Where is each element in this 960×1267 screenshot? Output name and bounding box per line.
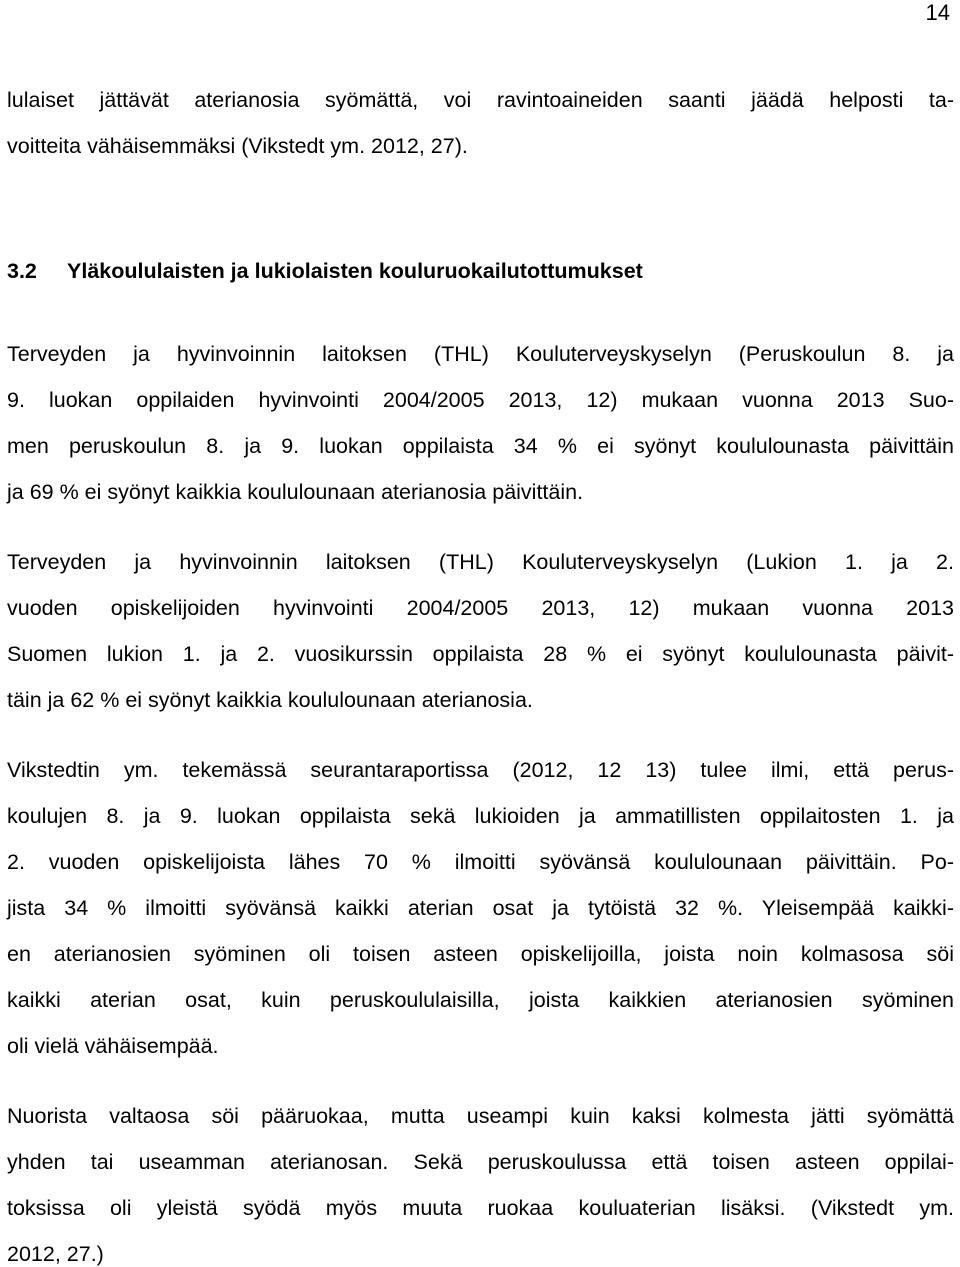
text-line: Terveyden ja hyvinvoinnin laitoksen (THL) Kouluterveyskyselyn (Peruskoulun 8. ja [7,342,954,366]
text-line: täin ja 62 % ei syönyt kaikkia koululounaan aterianosia. [7,688,533,712]
section-heading [7,258,643,284]
text-line: yhden tai useamman aterianosan. Sekä peruskoulussa että toisen asteen oppilai- [7,1150,954,1174]
text-line: voitteita vähäisemmäksi (Vikstedt ym. 2012, 27). [7,134,468,158]
text-line: Vikstedtin ym. tekemässä seurantaraportissa (2012, 12 13) tulee ilmi, että perus- [7,758,954,782]
text-line: 2012, 27.) [7,1242,104,1266]
text-line: ja 69 % ei syönyt kaikkia koululounaan aterianosia päivittäin. [7,480,584,504]
text-line: vuoden opiskelijoiden hyvinvointi 2004/2005 2013, 12) mukaan vuonna 2013 [7,596,954,620]
text-line: koulujen 8. ja 9. luokan oppilaista sekä lukioiden ja ammatillisten oppilaitosten 1. ja [7,804,954,828]
text-line: toksissa oli yleistä syödä myös muuta ruokaa kouluaterian lisäksi. (Vikstedt ym. [7,1196,954,1220]
text-line: en aterianosien syöminen oli toisen asteen opiskelijoilla, joista noin kolmasosa söi [7,942,954,966]
text-line: 9. luokan oppilaiden hyvinvointi 2004/2005 2013, 12) mukaan vuonna 2013 Suo- [7,388,954,412]
text-line: lulaiset jättävät aterianosia syömättä, voi ravintoaineiden saanti jäädä helposti ta- [7,88,954,112]
section-number: 3.2 [7,259,37,283]
section-title: Yläkoululaisten ja lukiolaisten kouluruokailutottumukset [67,259,643,283]
text-line: oli vielä vähäisempää. [7,1034,219,1058]
text-line: jista 34 % ilmoitti syövänsä kaikki aterian osat ja tytöistä 32 %. Yleisempää kaikki- [7,896,954,920]
page-number: 14 [925,0,950,25]
text-line: Suomen lukion 1. ja 2. vuosikurssin oppilaista 28 % ei syönyt koululounasta päivit- [7,642,954,666]
text-line: Nuorista valtaosa söi pääruokaa, mutta useampi kuin kaksi kolmesta jätti syömättä [7,1104,954,1128]
text-line: kaikki aterian osat, kuin peruskoululaisilla, joista kaikkien aterianosien syöminen [7,988,954,1012]
text-line: men peruskoulun 8. ja 9. luokan oppilaista 34 % ei syönyt koululounasta päivittäin [7,434,954,458]
text-line: 2. vuoden opiskelijoista lähes 70 % ilmoitti syövänsä koululounaan päivittäin. Po- [7,850,954,874]
text-line: Terveyden ja hyvinvoinnin laitoksen (THL) Kouluterveyskyselyn (Lukion 1. ja 2. [7,550,954,574]
